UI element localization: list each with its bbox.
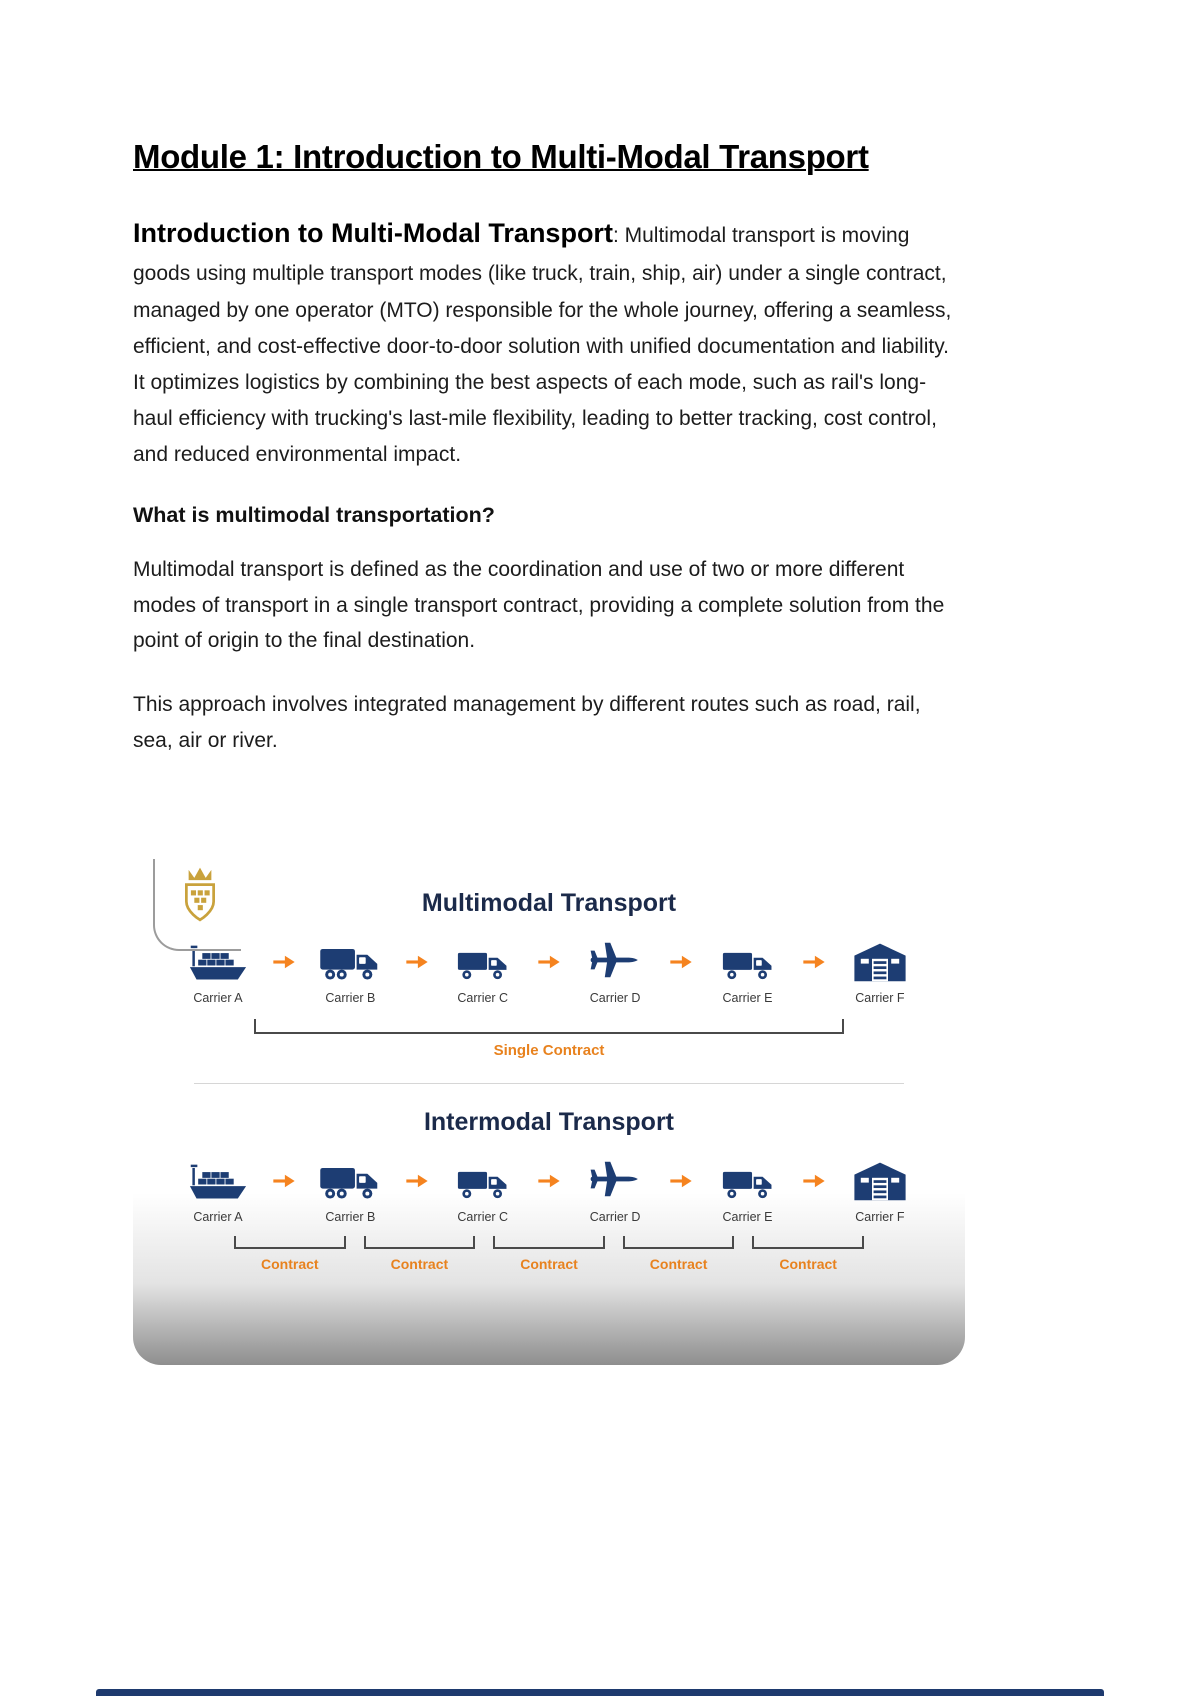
carrier-f-cell xyxy=(841,1155,919,1224)
carrier-b-cell xyxy=(311,1155,389,1224)
carrier-e-cell xyxy=(709,1155,787,1224)
carrier-label: Carrier C xyxy=(457,990,509,1005)
carrier-label: Carrier D xyxy=(589,990,641,1005)
arrow-right-icon xyxy=(405,936,429,975)
warehouse-icon xyxy=(853,936,907,982)
carrier-label: Carrier D xyxy=(589,1209,641,1224)
arrow-right-icon xyxy=(537,936,561,975)
contract-label: Contract xyxy=(390,1255,449,1272)
multimodal-carrier-row xyxy=(179,936,919,1005)
transport-diagram xyxy=(133,859,965,1365)
single-contract-label: Single Contract xyxy=(493,1041,605,1059)
contract-item xyxy=(493,1236,605,1272)
company-logo-icon xyxy=(175,865,225,932)
carrier-c-cell xyxy=(444,1155,522,1224)
plane-icon xyxy=(589,1155,641,1201)
carrier-label: Carrier E xyxy=(722,1209,773,1224)
carrier-label: Carrier B xyxy=(325,1209,376,1224)
arrow-right-icon xyxy=(802,936,826,975)
single-contract-bracket xyxy=(254,1019,844,1034)
contract-bracket xyxy=(364,1236,476,1249)
arrow-right-icon xyxy=(272,1155,296,1194)
carrier-label: Carrier B xyxy=(325,990,376,1005)
arrow-right-icon xyxy=(405,1155,429,1194)
carrier-c-cell xyxy=(444,936,522,1005)
contract-item xyxy=(752,1236,864,1272)
contract-item xyxy=(364,1236,476,1272)
contract-label: Contract xyxy=(779,1255,837,1272)
carrier-e-cell xyxy=(709,936,787,1005)
section-divider xyxy=(194,1083,904,1084)
truck-icon xyxy=(319,936,381,982)
carrier-label: Carrier F xyxy=(855,1209,905,1224)
arrow-right-icon xyxy=(537,1155,561,1194)
carrier-a-cell xyxy=(179,1155,257,1224)
carrier-b-cell xyxy=(311,936,389,1005)
warehouse-icon xyxy=(853,1155,907,1201)
page-title: Module 1: Introduction to Multi-Modal Transport xyxy=(133,138,869,175)
truck-icon xyxy=(721,1155,775,1201)
ship-icon xyxy=(188,1155,248,1201)
truck-icon xyxy=(721,936,775,982)
contract-label: Contract xyxy=(649,1255,708,1272)
contract-bracket xyxy=(493,1236,605,1249)
truck-icon xyxy=(319,1155,381,1201)
next-page-edge xyxy=(96,1689,1104,1696)
question-heading: What is multimodal transportation? xyxy=(133,503,495,528)
paragraph-definition: Multimodal transport is defined as the coordination and use of two or more different modes of transport in a single transport contract, providing a complete solution from the point of origin to the final destination. xyxy=(133,558,945,653)
plane-icon xyxy=(589,936,641,982)
carrier-label: Carrier A xyxy=(193,990,243,1005)
intro-body-text: : Multimodal transport is moving goods using multiple transport modes (like truck, train, ship, air) under a single contract, managed by one operator (MTO) responsible for the whole journey, offering a seamless, efficient, and cost-effective door-to-door solution with unified documentation and liability. It optimizes logistics by combining the best aspects of each mode, such as rail's long-haul efficiency with trucking's last-mile flexibility, leading to better tracking, cost control, and reduced environmental impact. xyxy=(133,224,952,466)
truck-icon xyxy=(456,936,510,982)
contract-label: Contract xyxy=(261,1255,319,1272)
intermodal-carrier-row xyxy=(179,1155,919,1224)
carrier-label: Carrier F xyxy=(855,990,905,1005)
carrier-d-cell xyxy=(576,936,654,1005)
contract-item xyxy=(623,1236,735,1272)
paragraph-approach: This approach involves integrated management by different routes such as road, rail, sea, air or river. xyxy=(133,693,921,752)
carrier-f-cell xyxy=(841,936,919,1005)
intermodal-contracts-row xyxy=(225,1236,873,1272)
carrier-label: Carrier A xyxy=(193,1209,243,1224)
contract-bracket xyxy=(752,1236,864,1249)
carrier-label: Carrier E xyxy=(722,990,773,1005)
arrow-right-icon xyxy=(669,936,693,975)
contract-bracket xyxy=(234,1236,346,1249)
contract-label: Contract xyxy=(520,1255,578,1272)
arrow-right-icon xyxy=(272,936,296,975)
truck-icon xyxy=(456,1155,510,1201)
intermodal-title: Intermodal Transport xyxy=(423,1107,675,1136)
contract-item xyxy=(234,1236,346,1272)
intro-paragraph xyxy=(133,210,965,473)
arrow-right-icon xyxy=(802,1155,826,1194)
multimodal-title: Multimodal Transport xyxy=(421,888,677,917)
intro-heading: Introduction to Multi-Modal Transport xyxy=(133,218,613,248)
arrow-right-icon xyxy=(669,1155,693,1194)
contract-bracket xyxy=(623,1236,735,1249)
carrier-d-cell xyxy=(576,1155,654,1224)
carrier-label: Carrier C xyxy=(457,1209,509,1224)
